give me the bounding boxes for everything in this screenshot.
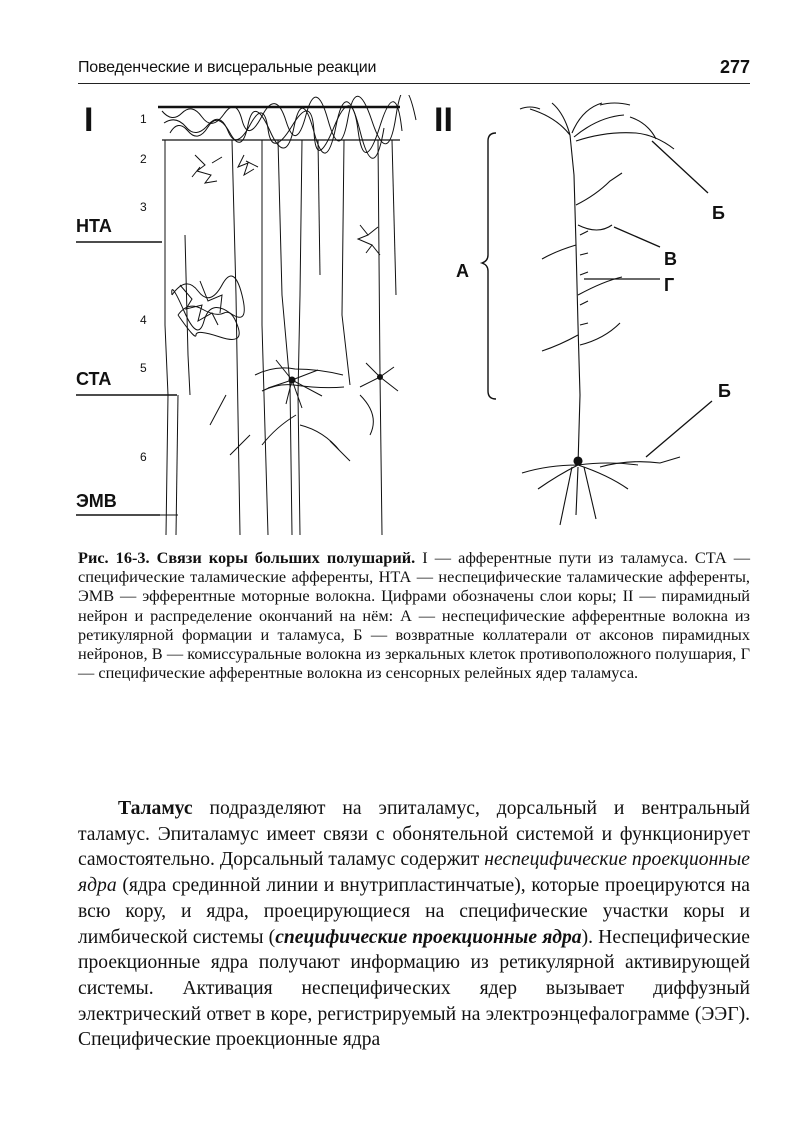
figure-caption — [78, 548, 750, 682]
body-paragraph — [78, 796, 750, 1053]
term-specific-nuclei: специфические проекционные ядра — [275, 926, 582, 948]
term-nonspecific-nuclei: неспецифические проекционные ядра — [78, 849, 750, 897]
layer-number: 4 — [140, 313, 147, 327]
figure-cortex-connections — [0, 95, 793, 540]
body-text-3: ). Неспецифические проекционные ядра получают информацию из ретикулярной активирующей системы. Активация неспецифических ядер вызывает диффузный электрический ответ в коре, регистрируемый на электроэнцефалограмме (ЭЭГ). Специфические проекционные ядра — [78, 926, 750, 1051]
cortex-layers-drawing — [158, 95, 416, 535]
label-nta: НТА — [76, 216, 112, 236]
label-emv: ЭМВ — [76, 491, 117, 511]
bracket-a — [482, 133, 496, 399]
header-title: Поведенческие и висцеральные реакции — [78, 59, 377, 76]
body-text-2: (ядра срединной линии и внутрипластинчатые), которые проецируются на всю кору, и ядра, проецирующиеся на специфические участки коры и лимбической системы ( — [78, 875, 750, 948]
layer-number: 1 — [140, 112, 147, 126]
panel-label-left: I — [84, 101, 94, 139]
term-thalamus: Таламус — [118, 798, 193, 819]
panel-label-right: II — [434, 101, 453, 139]
caption-text: I — афферентные пути из таламуса. СТА — специфические таламические афференты, НТА — неспецифические таламические афференты, ЭМВ — эфферентные моторные волокна. Цифрами обозначены слои коры; II — пирамидный нейрон и распределение окончаний на нём: А — неспецифические афферентные волокна из ретикулярной формации и таламуса, Б — возвратные коллатерали от аксонов пирамидных нейронов, В — комиссуральные волокна из зеркальных клеток противоположного полушария, Г — специфические афферентные волокна из сенсорных релейных ядер таламуса. — [78, 548, 750, 683]
label-b-top: Б — [712, 203, 725, 223]
layer-number: 2 — [140, 152, 147, 166]
label-sta: СТА — [76, 369, 112, 389]
label-v: В — [664, 249, 677, 269]
label-b-bottom: Б — [718, 381, 731, 401]
right-leader-lines — [584, 141, 712, 457]
label-a: А — [456, 261, 469, 281]
layer-numbers — [140, 112, 147, 464]
body-text-1: подразделяют на эпиталамус, дорсальный и вентральный таламус. Эпиталамус имеет связи с обонятельной системой и функционирует самостоятельно. Дорсальный таламус содержит — [78, 798, 750, 871]
layer-number: 3 — [140, 200, 147, 214]
running-header — [78, 55, 750, 84]
layer-number: 6 — [140, 450, 147, 464]
pyramidal-neuron-drawing — [520, 103, 680, 525]
label-g: Г — [664, 275, 675, 295]
page-number: 277 — [719, 57, 750, 77]
layer-number: 5 — [140, 361, 147, 375]
caption-title: Рис. 16-3. Связи коры больших полушарий. — [78, 548, 416, 567]
